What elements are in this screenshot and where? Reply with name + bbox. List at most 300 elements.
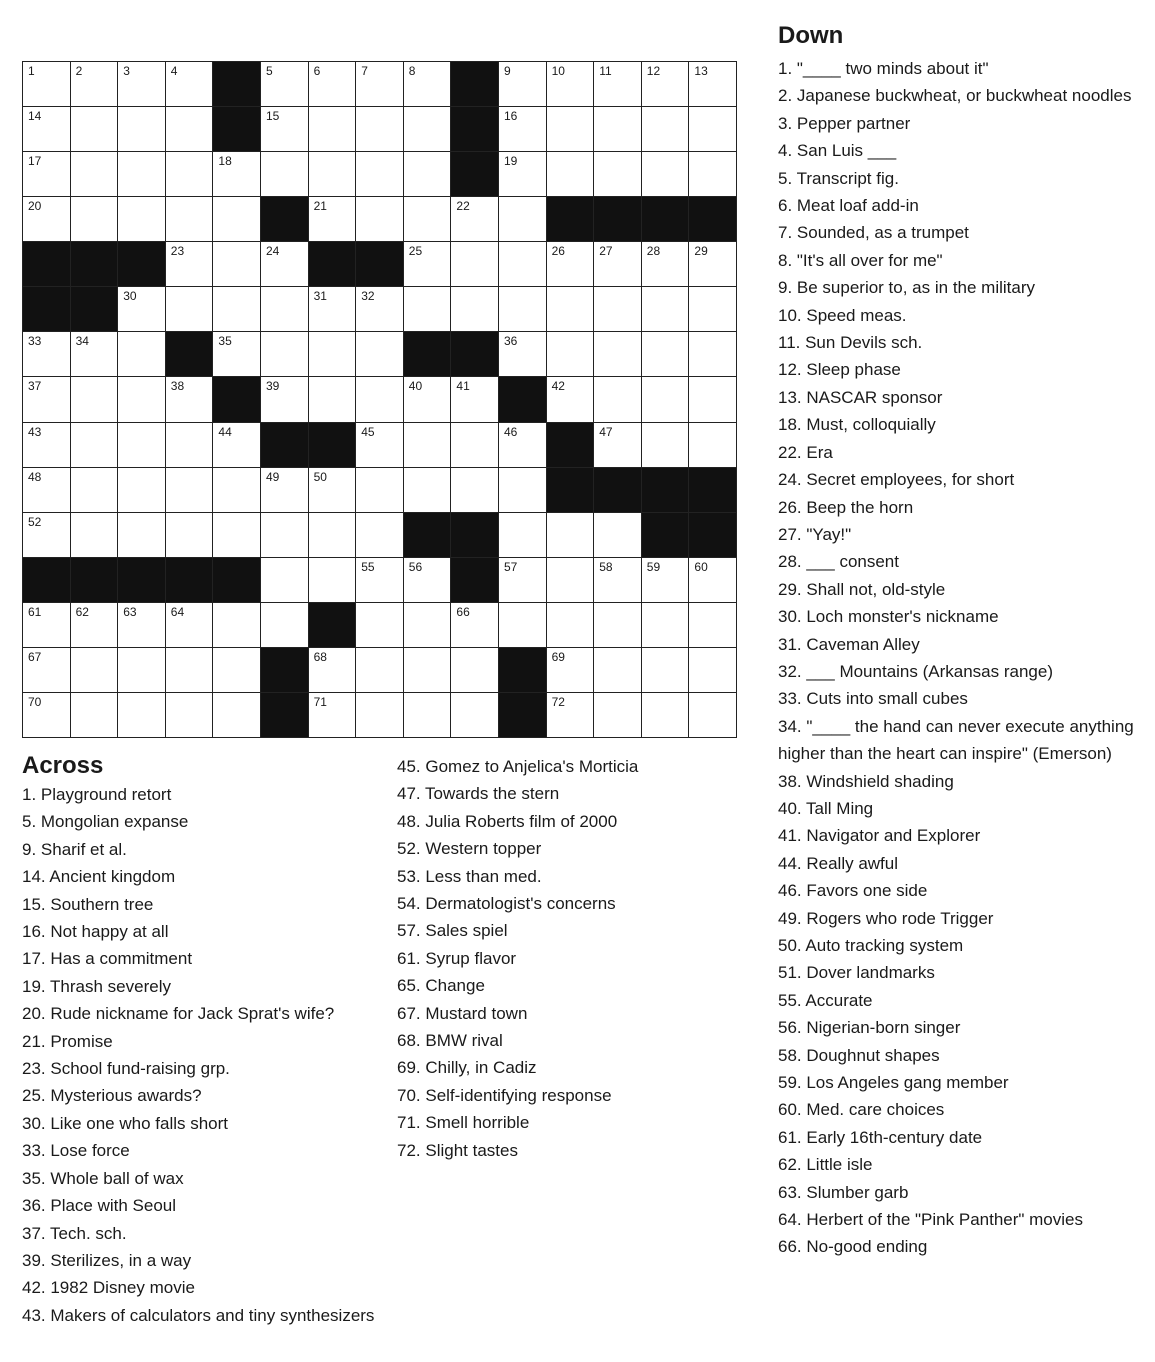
grid-cell[interactable]: [547, 693, 595, 738]
grid-cell[interactable]: [166, 513, 214, 558]
clue-item[interactable]: 63. Slumber garb: [778, 1182, 909, 1202]
clue-item[interactable]: 31. Caveman Alley: [778, 634, 920, 654]
clue-item[interactable]: 5. Transcript fig.: [778, 168, 899, 188]
grid-cell[interactable]: [118, 468, 166, 513]
clue-item[interactable]: 24. Secret employees, for short: [778, 470, 1015, 490]
black-square: [118, 558, 166, 603]
grid-cell[interactable]: [71, 332, 119, 377]
grid-cell[interactable]: [356, 287, 404, 332]
cell-number: 37: [28, 379, 42, 394]
cell-number: 22: [456, 199, 470, 214]
grid-cell[interactable]: [309, 197, 357, 242]
grid-cell[interactable]: [689, 287, 737, 332]
grid-cell[interactable]: [166, 152, 214, 197]
clue-item[interactable]: 33. Lose force: [22, 1141, 130, 1161]
clue-item[interactable]: 71. Smell horrible: [397, 1113, 530, 1133]
black-square: [309, 242, 357, 287]
grid-cell[interactable]: [166, 468, 214, 513]
grid-cell[interactable]: [118, 423, 166, 468]
grid-cell[interactable]: [642, 377, 690, 422]
grid-cell[interactable]: [356, 377, 404, 422]
grid-cell[interactable]: [594, 287, 642, 332]
black-square: [547, 197, 595, 242]
grid-cell[interactable]: [356, 558, 404, 603]
across-clues-column-1: [22, 781, 377, 1329]
grid-cell[interactable]: [23, 62, 71, 107]
clue-item[interactable]: 6. Meat loaf add-in: [778, 196, 919, 216]
grid-cell[interactable]: [71, 197, 119, 242]
grid-cell[interactable]: [642, 287, 690, 332]
grid-cell[interactable]: [71, 377, 119, 422]
grid-cell[interactable]: [71, 62, 119, 107]
black-square: [356, 242, 404, 287]
cell-number: 29: [694, 244, 708, 259]
grid-cell[interactable]: [356, 693, 404, 738]
clue-item[interactable]: 15. Southern tree: [22, 894, 154, 914]
clue-item[interactable]: 38. Windshield shading: [778, 771, 954, 791]
grid-cell[interactable]: [261, 468, 309, 513]
clue-item[interactable]: 59. Los Angeles gang member: [778, 1073, 1009, 1093]
grid-cell[interactable]: [166, 603, 214, 648]
grid-cell[interactable]: [356, 423, 404, 468]
clue-item[interactable]: 69. Chilly, in Cadiz: [397, 1058, 537, 1078]
grid-cell[interactable]: [689, 603, 737, 648]
black-square: [451, 107, 499, 152]
grid-cell[interactable]: [594, 152, 642, 197]
cell-number: 6: [313, 64, 321, 78]
grid-cell[interactable]: [23, 377, 71, 422]
clue-item[interactable]: 53. Less than med.: [397, 866, 542, 886]
grid-cell[interactable]: [547, 648, 595, 693]
clue-item[interactable]: 2. Japanese buckwheat, or buckwheat noodles: [778, 86, 1132, 106]
grid-cell[interactable]: [642, 242, 690, 287]
clue-item[interactable]: 10. Speed meas.: [778, 305, 907, 325]
grid-cell[interactable]: [118, 287, 166, 332]
grid-cell[interactable]: [642, 62, 690, 107]
cell-number: 27: [599, 244, 613, 259]
cell-number: 41: [456, 379, 470, 394]
grid-cell[interactable]: [547, 332, 595, 377]
grid-cell[interactable]: [23, 468, 71, 513]
grid-cell[interactable]: [23, 693, 71, 738]
black-square: [213, 62, 261, 107]
grid-cell[interactable]: [594, 693, 642, 738]
grid-cell[interactable]: [118, 648, 166, 693]
black-square: [23, 242, 71, 287]
clue-item[interactable]: 27. "Yay!": [778, 524, 852, 544]
clue-item[interactable]: 61. Syrup flavor: [397, 948, 517, 968]
grid-cell[interactable]: [71, 423, 119, 468]
clue-item[interactable]: 13. NASCAR sponsor: [778, 387, 943, 407]
grid-cell[interactable]: [404, 377, 452, 422]
clue-item[interactable]: 62. Little isle: [778, 1155, 873, 1175]
grid-cell[interactable]: [689, 693, 737, 738]
grid-cell[interactable]: [23, 513, 71, 558]
cell-number: 39: [265, 379, 280, 394]
grid-cell[interactable]: [71, 152, 119, 197]
grid-cell[interactable]: [356, 648, 404, 693]
grid-cell[interactable]: [356, 62, 404, 107]
clue-item[interactable]: 64. Herbert of the "Pink Panther" movies: [778, 1210, 1083, 1230]
grid-cell[interactable]: [547, 242, 595, 287]
clue-item[interactable]: 61. Early 16th-century date: [778, 1127, 983, 1147]
grid-cell[interactable]: [213, 152, 261, 197]
grid-cell[interactable]: [451, 603, 499, 648]
clue-item[interactable]: 49. Rogers who rode Trigger: [778, 908, 994, 928]
clue-item[interactable]: 34. "____ the hand can never execute anything higher than the heart can inspire" (Emerson): [778, 716, 1134, 764]
grid-cell[interactable]: [594, 107, 642, 152]
grid-cell[interactable]: [71, 513, 119, 558]
clue-item[interactable]: 19. Thrash severely: [22, 976, 171, 996]
grid-cell[interactable]: [689, 648, 737, 693]
clue-item[interactable]: 68. BMW rival: [397, 1031, 503, 1051]
clue-item[interactable]: 9. Be superior to, as in the military: [778, 278, 1036, 298]
clue-item[interactable]: 9. Sharif et al.: [22, 839, 127, 859]
grid-cell[interactable]: [213, 513, 261, 558]
cell-number: 16: [503, 109, 518, 124]
grid-cell[interactable]: [166, 287, 214, 332]
cell-number: 64: [170, 604, 185, 619]
grid-cell[interactable]: [261, 62, 309, 107]
grid-cell[interactable]: [689, 558, 737, 603]
clue-item[interactable]: 44. Really awful: [778, 853, 899, 873]
clue-item[interactable]: 42. 1982 Disney movie: [22, 1278, 195, 1298]
clue-item[interactable]: 72. Slight tastes: [397, 1140, 518, 1160]
grid-cell[interactable]: [547, 377, 595, 422]
cell-number: 34: [75, 334, 89, 349]
grid-cell[interactable]: [594, 558, 642, 603]
grid-cell[interactable]: [689, 242, 737, 287]
clue-item[interactable]: 8. "It's all over for me": [778, 250, 943, 270]
clue-item[interactable]: 45. Gomez to Anjelica's Morticia: [397, 757, 639, 776]
grid-cell[interactable]: [451, 693, 499, 738]
grid-cell[interactable]: [404, 603, 452, 648]
grid-cell[interactable]: [118, 332, 166, 377]
grid-cell[interactable]: [404, 287, 452, 332]
clue-item[interactable]: 56. Nigerian-born singer: [778, 1018, 961, 1038]
clue-item[interactable]: 50. Auto tracking system: [778, 936, 964, 955]
grid-cell[interactable]: [594, 423, 642, 468]
grid-cell[interactable]: [261, 152, 309, 197]
grid-cell[interactable]: [547, 287, 595, 332]
grid-cell[interactable]: [261, 603, 309, 648]
grid-cell[interactable]: [404, 468, 452, 513]
grid-cell[interactable]: [118, 693, 166, 738]
grid-cell[interactable]: [118, 513, 166, 558]
grid-cell[interactable]: [309, 152, 357, 197]
cell-number: 62: [75, 604, 89, 619]
cell-number: 13: [694, 64, 708, 78]
grid-cell[interactable]: [404, 693, 452, 738]
grid-cell[interactable]: [689, 423, 737, 468]
clue-item[interactable]: 58. Doughnut shapes: [778, 1045, 940, 1065]
grid-cell[interactable]: [261, 242, 309, 287]
grid-cell[interactable]: [23, 197, 71, 242]
clue-item[interactable]: 18. Must, colloquially: [778, 415, 936, 435]
clue-item[interactable]: 47. Towards the stern: [397, 784, 560, 804]
grid-cell[interactable]: [404, 242, 452, 287]
grid-cell[interactable]: [642, 152, 690, 197]
grid-cell[interactable]: [213, 197, 261, 242]
grid-cell[interactable]: [261, 332, 309, 377]
grid-cell[interactable]: [213, 242, 261, 287]
grid-cell[interactable]: [356, 107, 404, 152]
grid-cell[interactable]: [404, 197, 452, 242]
black-square: [309, 423, 357, 468]
grid-cell[interactable]: [404, 107, 452, 152]
clue-item[interactable]: 28. ___ consent: [778, 552, 899, 572]
grid-cell[interactable]: [642, 332, 690, 377]
grid-cell[interactable]: [689, 107, 737, 152]
grid-cell[interactable]: [356, 332, 404, 377]
clue-item[interactable]: 60. Med. care choices: [778, 1100, 945, 1120]
grid-cell[interactable]: [404, 152, 452, 197]
grid-cell[interactable]: [547, 152, 595, 197]
grid-cell[interactable]: [594, 377, 642, 422]
black-square: [499, 648, 547, 693]
grid-cell[interactable]: [404, 62, 452, 107]
grid-cell[interactable]: [642, 693, 690, 738]
grid-cell[interactable]: [118, 197, 166, 242]
grid-cell[interactable]: [451, 648, 499, 693]
grid-cell[interactable]: [261, 377, 309, 422]
black-square: [594, 468, 642, 513]
clue-item[interactable]: 21. Promise: [22, 1031, 113, 1051]
black-square: [213, 377, 261, 422]
grid-cell[interactable]: [499, 242, 547, 287]
clue-item[interactable]: 12. Sleep phase: [778, 360, 901, 380]
grid-cell[interactable]: [261, 107, 309, 152]
grid-cell[interactable]: [23, 107, 71, 152]
grid-cell[interactable]: [166, 423, 214, 468]
clue-item[interactable]: 35. Whole ball of wax: [22, 1168, 184, 1188]
grid-cell[interactable]: [309, 468, 357, 513]
clue-item[interactable]: 5. Mongolian expanse: [22, 812, 189, 832]
cell-number: 32: [361, 289, 375, 304]
grid-cell[interactable]: [594, 332, 642, 377]
grid-cell[interactable]: [356, 603, 404, 648]
grid-cell[interactable]: [213, 648, 261, 693]
grid-cell[interactable]: [71, 603, 119, 648]
clue-item[interactable]: 4. San Luis ___: [778, 141, 897, 161]
black-square: [547, 423, 595, 468]
grid-cell[interactable]: [547, 603, 595, 648]
grid-cell[interactable]: [309, 377, 357, 422]
grid-cell[interactable]: [166, 197, 214, 242]
grid-cell[interactable]: [23, 332, 71, 377]
clue-item[interactable]: 33. Cuts into small cubes: [778, 689, 968, 709]
cell-number: 68: [313, 649, 327, 664]
clue-item[interactable]: 16. Not happy at all: [22, 922, 169, 942]
black-square: [642, 513, 690, 558]
grid-cell[interactable]: [499, 287, 547, 332]
grid-cell[interactable]: [356, 197, 404, 242]
grid-cell[interactable]: [594, 603, 642, 648]
clue-item[interactable]: 40. Tall Ming: [778, 798, 874, 818]
clue-item[interactable]: 23. School fund-raising grp.: [22, 1059, 230, 1079]
grid-cell[interactable]: [166, 377, 214, 422]
clue-item[interactable]: 54. Dermatologist's concerns: [397, 894, 616, 914]
clue-item[interactable]: 11. Sun Devils sch.: [778, 333, 923, 353]
grid-cell[interactable]: [404, 558, 452, 603]
grid-cell[interactable]: [499, 62, 547, 107]
grid-cell[interactable]: [499, 152, 547, 197]
grid-cell[interactable]: [499, 558, 547, 603]
cell-number: 8: [408, 64, 416, 78]
clue-item[interactable]: 14. Ancient kingdom: [22, 867, 176, 887]
grid-cell[interactable]: [309, 62, 357, 107]
clue-item[interactable]: 32. ___ Mountains (Arkansas range): [778, 661, 1053, 681]
grid-cell[interactable]: [499, 107, 547, 152]
clue-item[interactable]: 57. Sales spiel: [397, 921, 508, 941]
grid-cell[interactable]: [118, 152, 166, 197]
grid-cell[interactable]: [689, 332, 737, 377]
grid-cell[interactable]: [689, 152, 737, 197]
grid-cell[interactable]: [118, 603, 166, 648]
grid-cell[interactable]: [451, 242, 499, 287]
clue-item[interactable]: 41. Navigator and Explorer: [778, 826, 981, 846]
cell-number: 50: [313, 469, 327, 484]
grid-cell[interactable]: [213, 693, 261, 738]
clue-item[interactable]: 43. Makers of calculators and tiny synthesizers: [22, 1305, 375, 1325]
grid-cell[interactable]: [451, 377, 499, 422]
grid-cell[interactable]: [213, 423, 261, 468]
cell-number: 55: [361, 559, 375, 574]
grid-cell[interactable]: [404, 423, 452, 468]
grid-cell[interactable]: [451, 287, 499, 332]
cell-number: 14: [28, 109, 42, 124]
grid-cell[interactable]: [499, 423, 547, 468]
cell-number: 11: [599, 64, 612, 78]
grid-cell[interactable]: [166, 107, 214, 152]
grid-cell[interactable]: [309, 648, 357, 693]
clue-item[interactable]: 70. Self-identifying response: [397, 1085, 612, 1105]
grid-cell[interactable]: [642, 423, 690, 468]
grid-cell[interactable]: [309, 513, 357, 558]
grid-cell[interactable]: [499, 197, 547, 242]
grid-cell[interactable]: [261, 513, 309, 558]
grid-cell[interactable]: [689, 62, 737, 107]
grid-cell[interactable]: [23, 648, 71, 693]
clue-item[interactable]: 52. Western topper: [397, 839, 542, 859]
clue-item[interactable]: 39. Sterilizes, in a way: [22, 1250, 192, 1270]
grid-cell[interactable]: [356, 152, 404, 197]
grid-cell[interactable]: [309, 287, 357, 332]
clue-item[interactable]: 20. Rude nickname for Jack Sprat's wife?: [22, 1004, 335, 1024]
grid-cell[interactable]: [71, 468, 119, 513]
clue-item[interactable]: 25. Mysterious awards?: [22, 1086, 202, 1106]
clue-item[interactable]: 3. Pepper partner: [778, 113, 911, 133]
cell-number: 17: [28, 154, 42, 169]
cell-number: 52: [28, 514, 42, 529]
grid-cell[interactable]: [547, 513, 595, 558]
grid-cell[interactable]: [261, 558, 309, 603]
clue-item[interactable]: 46. Favors one side: [778, 881, 928, 901]
grid-cell[interactable]: [213, 468, 261, 513]
clue-item[interactable]: 30. Loch monster's nickname: [778, 607, 999, 627]
grid-cell[interactable]: [594, 62, 642, 107]
grid-cell[interactable]: [594, 242, 642, 287]
grid-cell[interactable]: [309, 332, 357, 377]
clue-item[interactable]: 29. Shall not, old-style: [778, 579, 946, 599]
grid-cell[interactable]: [166, 648, 214, 693]
grid-cell[interactable]: [642, 558, 690, 603]
grid-cell[interactable]: [118, 377, 166, 422]
grid-cell[interactable]: [71, 107, 119, 152]
grid-cell[interactable]: [499, 332, 547, 377]
black-square: [118, 242, 166, 287]
clue-item[interactable]: 65. Change: [397, 976, 485, 996]
grid-cell[interactable]: [594, 648, 642, 693]
clue-item[interactable]: 17. Has a commitment: [22, 949, 193, 969]
grid-cell[interactable]: [594, 513, 642, 558]
grid-cell[interactable]: [213, 332, 261, 377]
clue-item[interactable]: 7. Sounded, as a trumpet: [778, 223, 969, 243]
clue-item[interactable]: 51. Dover landmarks: [778, 963, 935, 983]
grid-cell[interactable]: [166, 62, 214, 107]
grid-cell[interactable]: [356, 468, 404, 513]
grid-cell[interactable]: [118, 107, 166, 152]
grid-cell[interactable]: [404, 648, 452, 693]
grid-cell[interactable]: [642, 107, 690, 152]
grid-cell[interactable]: [23, 423, 71, 468]
cell-number: 19: [503, 154, 518, 169]
grid-cell[interactable]: [213, 603, 261, 648]
grid-cell[interactable]: [451, 423, 499, 468]
grid-cell[interactable]: [547, 107, 595, 152]
grid-cell[interactable]: [23, 152, 71, 197]
black-square: [166, 332, 214, 377]
grid-cell[interactable]: [261, 287, 309, 332]
grid-cell[interactable]: [166, 242, 214, 287]
grid-cell[interactable]: [451, 468, 499, 513]
clue-item[interactable]: 48. Julia Roberts film of 2000: [397, 811, 618, 831]
grid-cell[interactable]: [356, 513, 404, 558]
cell-number: 21: [313, 199, 327, 214]
grid-cell[interactable]: [309, 107, 357, 152]
clue-item[interactable]: 67. Mustard town: [397, 1003, 528, 1023]
black-square: [451, 62, 499, 107]
clue-item[interactable]: 1. Playground retort: [22, 785, 172, 804]
clue-item[interactable]: 1. "____ two minds about it": [778, 59, 989, 78]
grid-cell[interactable]: [118, 62, 166, 107]
grid-cell[interactable]: [166, 693, 214, 738]
grid-cell[interactable]: [642, 648, 690, 693]
grid-cell[interactable]: [71, 693, 119, 738]
grid-cell[interactable]: [213, 287, 261, 332]
grid-cell[interactable]: [23, 603, 71, 648]
grid-cell[interactable]: [309, 693, 357, 738]
grid-cell[interactable]: [642, 603, 690, 648]
grid-cell[interactable]: [499, 468, 547, 513]
grid-cell[interactable]: [547, 62, 595, 107]
crossword-grid: [22, 61, 737, 738]
clue-item[interactable]: 30. Like one who falls short: [22, 1113, 229, 1133]
clue-item[interactable]: 55. Accurate: [778, 990, 873, 1010]
grid-cell[interactable]: [499, 513, 547, 558]
clue-item[interactable]: 66. No-good ending: [778, 1237, 928, 1257]
grid-cell[interactable]: [451, 197, 499, 242]
grid-cell[interactable]: [547, 558, 595, 603]
grid-cell[interactable]: [499, 603, 547, 648]
clue-item[interactable]: 22. Era: [778, 442, 833, 462]
grid-cell[interactable]: [689, 377, 737, 422]
grid-cell[interactable]: [309, 558, 357, 603]
grid-cell[interactable]: [71, 648, 119, 693]
clue-item[interactable]: 37. Tech. sch.: [22, 1223, 127, 1243]
clue-item[interactable]: 36. Place with Seoul: [22, 1196, 177, 1216]
clue-item[interactable]: 26. Beep the horn: [778, 497, 914, 517]
